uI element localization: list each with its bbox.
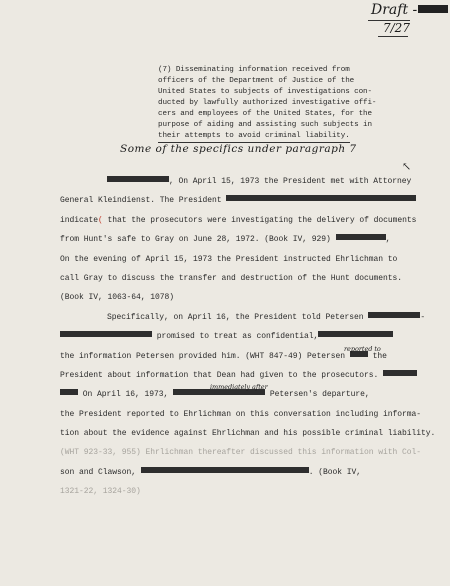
body-line-text: On the evening of April 15, 1973 the President instructed Ehrlichman to	[60, 254, 398, 264]
body-line-text: Specifically, on April 16, the President told Petersen	[107, 312, 364, 322]
body-line-text: (WHT 923-33, 955) Ehrlichman thereafter discussed this information with Col-	[60, 448, 422, 458]
body-line-text: (Book IV, 1063-64, 1078)	[60, 293, 175, 303]
paragraph-7-line: ducted by lawfully authorized investigative offi-	[158, 99, 377, 107]
body-line-text: President about information that Dean had given to the prosecutors.	[60, 370, 379, 380]
body-line-text: 1321-22, 1324-30)	[60, 487, 141, 497]
handwritten-heading: Some of the specifics under paragraph 7	[120, 143, 357, 155]
redaction-strike	[107, 176, 169, 182]
red-caret-mark: (	[98, 215, 103, 225]
body-line-text: that the prosecutors were investigating the delivery of documents	[107, 215, 417, 225]
redaction-strike	[60, 331, 152, 337]
handwritten-insert: immediately after	[210, 383, 268, 392]
body-line-text: tion about the evidence against Ehrlichman and his possible criminal liability.	[60, 429, 436, 439]
body-line: from Hunt's safe to Gray on June 28, 1972. (Book IV, 929) ,	[60, 235, 391, 245]
body-line-text: the	[372, 351, 387, 361]
paragraph-7-line: cers and employees of the United States, for the	[158, 110, 372, 118]
redaction-strike	[60, 389, 78, 395]
body-line	[60, 250, 430, 269]
body-line	[60, 288, 430, 307]
draft-annotation: Draft -	[371, 2, 418, 18]
body-line-text: promised to treat as confidential	[156, 332, 314, 342]
body-line	[60, 443, 430, 462]
redaction-strike	[383, 370, 417, 376]
date-underline	[378, 36, 408, 37]
redaction-strike	[368, 312, 420, 318]
body-line-text: the information Petersen provided him. (WHT 847-49) Petersen	[60, 351, 346, 361]
redaction-strike	[141, 467, 309, 473]
date-annotation: 7/27	[383, 21, 410, 35]
body-line	[60, 405, 430, 424]
body-line	[60, 344, 430, 366]
body-line	[60, 463, 430, 482]
body-line	[60, 385, 430, 404]
paragraph-7	[158, 65, 394, 143]
redaction-strike	[336, 234, 386, 240]
paragraph-7-line: (7) Disseminating information received from	[158, 66, 350, 74]
body-line: Specifically, on April 16, the President told Petersen -	[107, 312, 426, 322]
body-line-text: son and Clawson,	[60, 467, 137, 477]
body-line-text: from Hunt's safe to Gray on June 28, 1972. (Book IV, 929)	[60, 235, 331, 245]
body-line	[60, 191, 430, 210]
body-line	[60, 269, 430, 288]
body-line-text: On April 16, 1973,	[82, 390, 169, 400]
body-line: promised to treat as confidential,	[60, 327, 430, 346]
body-text	[60, 172, 436, 502]
body-line-text: Petersen's departure,	[269, 390, 370, 400]
body-line-text: call Gray to discuss the transfer and destruction of the Hunt documents.	[60, 273, 403, 283]
body-line	[60, 482, 430, 501]
paragraph-7-line: their attempts to avoid criminal liability.	[158, 131, 350, 143]
body-line-text: On April 15, 1973 the President met with Attorney	[178, 177, 412, 186]
body-line	[60, 211, 430, 230]
body-line-text: . (Book IV,	[308, 467, 362, 477]
paragraph-7-line: United States to subjects of investigations con-	[158, 88, 372, 96]
body-line-text: the President reported to Ehrlichman on this conversation including informa-	[60, 409, 422, 419]
body-line: , On April 15, 1973 the President met with Attorney	[60, 172, 430, 191]
body-line-text: General Kleindienst. The President	[60, 196, 222, 206]
paragraph-7-line: purpose of aiding and assisting such subjects in	[158, 121, 372, 129]
body-line	[60, 424, 436, 443]
redaction-strike	[226, 195, 416, 201]
arrow-icon: ↖	[402, 160, 412, 173]
paragraph-7-line: officers of the Department of Justice of the	[158, 77, 355, 85]
redaction-strike	[318, 331, 393, 337]
draft-scribble	[418, 5, 448, 13]
handwritten-insert: reported to	[344, 344, 381, 353]
body-line-text: indicate	[60, 215, 99, 225]
